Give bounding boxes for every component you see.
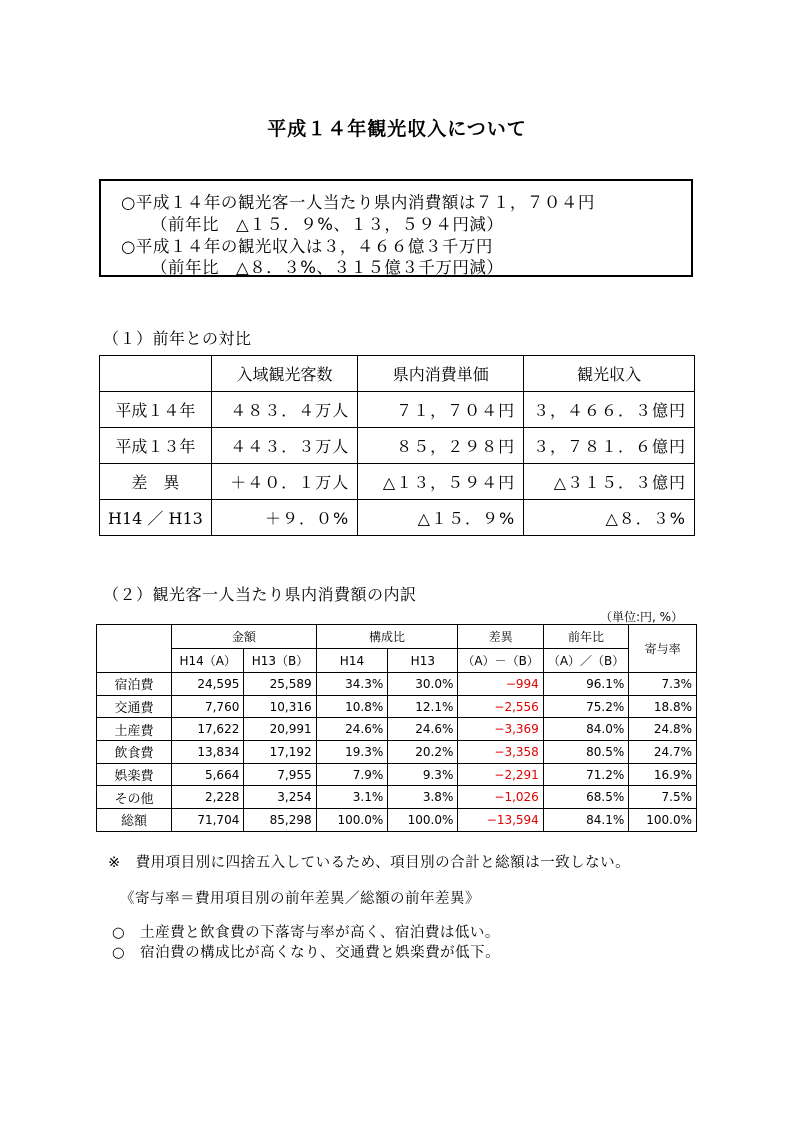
bullet-item: ○ 土産費と飲食費の下落寄与率が高く、宿泊費は低い。 [112,925,500,941]
table-cell: −2,291 [458,763,543,786]
table-row [97,809,697,832]
table-cell: ＋９．０% [211,500,357,536]
table-cell: 100.0% [316,809,388,832]
summary-box [99,179,693,277]
table-cell: 7.3% [629,673,697,696]
summary-line-4: （前年比 △８．３%、３１５億３千万円減） [151,258,504,277]
table-cell: 3.8% [388,786,458,809]
table-row [97,673,697,696]
header-cell: 金額 [172,625,317,649]
table-cell: 30.0% [388,673,458,696]
subheader-cell: H13 [388,649,458,673]
table-cell: 75.2% [543,695,628,718]
table-header-row [97,625,697,649]
table-header-row [100,356,695,392]
table-cell: 7.9% [316,763,388,786]
header-cell: 差異 [458,625,543,649]
table-cell: −3,358 [458,741,543,764]
row-label: 総額 [97,809,172,832]
table-cell: 84.0% [543,718,628,741]
table-cell: 12.1% [388,695,458,718]
header-cell: 構成比 [316,625,458,649]
table-cell: 5,664 [172,763,244,786]
table-cell: 7,760 [172,695,244,718]
table-cell: 85,298 [244,809,316,832]
table-cell: 96.1% [543,673,628,696]
header-cell: 前年比 [543,625,628,649]
table-cell: ４４３．３万人 [211,428,357,464]
row-label: 飲食費 [97,741,172,764]
table-row [97,695,697,718]
breakdown-table [96,624,697,832]
table-row [100,392,695,428]
header-cell: 入域観光客数 [211,356,357,392]
table-cell: ＋４０．１万人 [211,464,357,500]
table-cell: −13,594 [458,809,543,832]
table-cell: 19.3% [316,741,388,764]
subheader-cell: H14（A） [172,649,244,673]
table-cell: 17,192 [244,741,316,764]
table-cell: 7,955 [244,763,316,786]
section2-heading: （２）観光客一人当たり県内消費額の内訳 [103,585,417,604]
header-cell [100,356,212,392]
table-cell: 10.8% [316,695,388,718]
contribution-definition: 《寄与率＝費用項目別の前年差異／総額の前年差異》 [120,891,480,907]
table-cell: △３１５．３億円 [524,464,695,500]
row-label: 娯楽費 [97,763,172,786]
subheader-cell: （A）－（B） [458,649,543,673]
table-cell: 3,254 [244,786,316,809]
row-label: その他 [97,786,172,809]
table-cell: 84.1% [543,809,628,832]
row-label: 差 異 [100,464,212,500]
subheader-cell: H14 [316,649,388,673]
table-cell: 9.3% [388,763,458,786]
table-cell: 25,589 [244,673,316,696]
header-cell-blank [97,625,172,673]
page-title: 平成１４年観光収入について [267,118,527,140]
table-cell: 17,622 [172,718,244,741]
table-cell: 16.9% [629,763,697,786]
table-cell: 100.0% [629,809,697,832]
table-cell: 71.2% [543,763,628,786]
subheader-cell: （A）／（B） [543,649,628,673]
table-cell: ７１，７０４円 [358,392,524,428]
row-label: 平成１４年 [100,392,212,428]
table-cell: 2,228 [172,786,244,809]
table-cell: 24.8% [629,718,697,741]
comparison-table [99,355,695,536]
table-cell: 24,595 [172,673,244,696]
table-cell: 24.7% [629,741,697,764]
table-cell: 3.1% [316,786,388,809]
header-cell: 観光収入 [524,356,695,392]
unit-note: （単位:円, %） [600,610,684,624]
table-cell: 13,834 [172,741,244,764]
table-cell: △１５．９% [358,500,524,536]
section1-heading: （１）前年との対比 [103,329,252,348]
table-cell: −994 [458,673,543,696]
table-cell: 68.5% [543,786,628,809]
row-label: 交通費 [97,695,172,718]
table-row [100,428,695,464]
table-row [100,464,695,500]
table-row [97,718,697,741]
row-label: 平成１３年 [100,428,212,464]
summary-line-3: ○平成１４年の観光収入は３，４６６億３千万円 [121,237,493,256]
footnote: ※ 費用項目別に四捨五入しているため、項目別の合計と総額は一致しない。 [108,855,631,871]
table-cell: 18.8% [629,695,697,718]
table-cell: −2,556 [458,695,543,718]
bullet-item: ○ 宿泊費の構成比が高くなり、交通費と娯楽費が低下。 [112,945,501,961]
table-cell: 20.2% [388,741,458,764]
table-row [100,500,695,536]
row-label: H14 ／ H13 [100,500,212,536]
table-cell: 24.6% [316,718,388,741]
summary-line-1: ○平成１４年の観光客一人当たり県内消費額は７１，７０４円 [121,193,595,212]
table-row [97,741,697,764]
table-cell: △１３，５９４円 [358,464,524,500]
table-cell: △８．３% [524,500,695,536]
header-cell: 県内消費単価 [358,356,524,392]
breakdown-table-body [97,673,697,832]
table-cell: ３，７８１．６億円 [524,428,695,464]
table-cell: ８５，２９８円 [358,428,524,464]
table-cell: 80.5% [543,741,628,764]
table-cell: ３，４６６．３億円 [524,392,695,428]
table-cell: ４８３．４万人 [211,392,357,428]
summary-line-2: （前年比 △１５．９%、１３，５９４円減） [151,215,504,234]
table-cell: −1,026 [458,786,543,809]
table-cell: 100.0% [388,809,458,832]
subheader-cell: H13（B） [244,649,316,673]
table-cell: −3,369 [458,718,543,741]
row-label: 土産費 [97,718,172,741]
header-cell: 寄与率 [629,625,697,673]
table-cell: 10,316 [244,695,316,718]
row-label: 宿泊費 [97,673,172,696]
table-subheader-row [97,649,697,673]
table-cell: 34.3% [316,673,388,696]
table-row [97,763,697,786]
table-cell: 7.5% [629,786,697,809]
table-cell: 71,704 [172,809,244,832]
table-row [97,786,697,809]
table-cell: 24.6% [388,718,458,741]
table-cell: 20,991 [244,718,316,741]
